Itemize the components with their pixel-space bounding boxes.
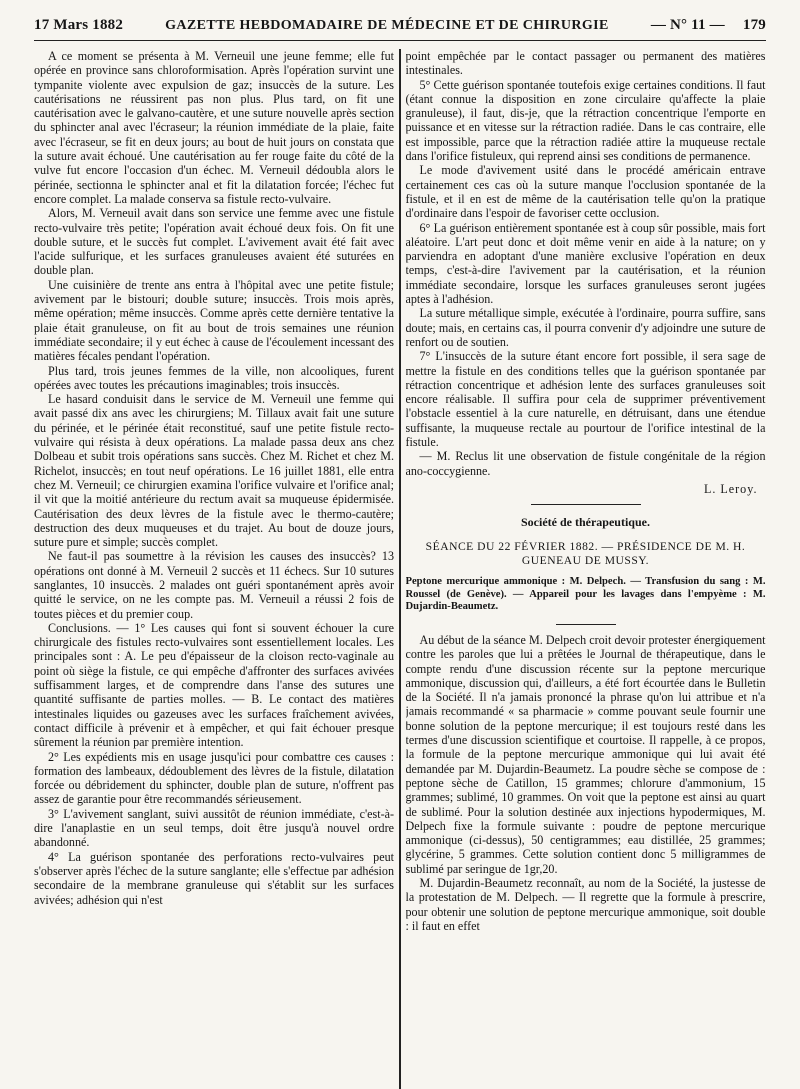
paragraph: 6° La guérison entièrement spontanée est à coup sûr possible, mais fort aléatoire. L'art peut donc et doit même venir en aide à la nature; on y parviendra en adoptant d'une manière exclusive l'opération en deux temps, c'est-à-dire l'avivement par la cautérisation, et la réunion immédiate secondaire, lorsque les surfaces granuleuses seront jugées aptes à l'adhésion. — [405, 220, 766, 307]
right-column — [406, 49, 766, 1089]
paragraph: Au début de la séance M. Delpech croit devoir protester énergiquement contre les paroles que lui a prêtées le Journal de thérapeutique, dans le compte rendu d'une discussion récente sur la peptone mercurique ammonique, discussion qui, d'ailleurs, a été fort écourtée dans le Bulletin de la Société. Il n'a jamais prononcé la phrase qu'on lui attribue et n'a jamais recommandé « sa pharmacie » comme pouvant seule fournir une bonne solution de la peptone mercurique; il est toujours resté dans les termes d'une discussion scientifique et courtoise. Il rappelle, à ce propos, la formule de la peptone mercurique ammonique qui lui avait été demandée par M. Dujardin-Beaumetz. La poudre sèche se compose de : peptone sèche de Catillon, 15 grammes; chlorure d'ammonium, 15 grammes; sublimé, 10 grammes. On voit que la peptone est ainsi au quart de sublimé. Pour la solution destinée aux injections hypodermiques, M. Delpech fixe la formule suivante : poudre de peptone mercurique ammonique (ci-dessus), 50 centigrammes; eau distillée, 25 grammes; glycérine, 5 grammes. Cette solution contient donc 5 milligrammes de sublimé par seringue de 1gr,20. — [405, 632, 766, 876]
author-signature: L. Leroy. — [703, 481, 758, 496]
journal-title: GAZETTE HEBDOMADAIRE DE MÉDECINE ET DE CHIRURGIE — [165, 18, 609, 33]
section-divider — [531, 504, 641, 505]
paragraph: — M. Reclus lit une observation de fistule congénitale de la région ano-coccygienne. — [405, 449, 766, 478]
paragraph: M. Dujardin-Beaumetz reconnaît, au nom de la Société, la justesse de la protestation de M. Delpech. — Il regrette que la formule à prescrire, pour obtenir une solution de peptone mercurique ammonique, soit double : il faut en effet — [405, 876, 766, 933]
conclusions-paragraph: Conclusions. — 1° Les causes qui font si souvent échouer la cure chirurgicale des fistules recto-vulvaires sont essentiellement locales. Les principales sont : A. Le peu d'épaisseur de la cloison recto-vaginale au point où siège la fistule, ce qui empêche d'affronter des surfaces avivées suffisamment larges, et de comprendre dans l'anse des sutures une quantité suffisante de parties molles. — B. Le contact des matières intestinales liquides ou gazeuses avec les surfaces fraîchement avivées, contact difficile à prévenir et à empêcher, et qui fait échouer presque sûrement la réunion par première intention. — [34, 620, 394, 750]
paragraph: Plus tard, trois jeunes femmes de la ville, non alcooliques, furent opérées avec toutes les précautions imaginables; trois insuccès. — [34, 363, 394, 392]
paragraph: point empêchée par le contact passager ou permanent des matières intestinales. — [405, 49, 766, 78]
paragraph: 2° Les expédients mis en usage jusqu'ici pour combattre ces causes : formation des lambeaux, dédoublement des lèvres de la fistule, dilatation forcée ou débridement du sphincter, double plan de suture, n'offrent pas assez de garantie pour être recommandés sérieusement. — [34, 749, 394, 807]
session-summary: Peptone mercurique ammonique : M. Delpech. — Transfusion du sang : M. Roussel (de Genève). — Appareil pour les lavages dans l'empyème : M. Dujardin-Beaumetz. — [405, 576, 766, 613]
paragraph: La suture métallique simple, exécutée à l'ordinaire, pourra suffire, sans doute; mais, en certains cas, il pourra convenir d'y adjoindre une suture de renfort ou de soutien. — [405, 306, 766, 349]
issue-date: 17 Mars 1882 — [34, 17, 124, 33]
summary-rule — [556, 624, 616, 625]
society-title: Société de thérapeutique. — [521, 515, 650, 530]
issue-number: — N° 11 — — [650, 17, 725, 33]
paragraph: Alors, M. Verneuil avait dans son service une femme avec une fistule recto-vulvaire très petite; l'opération avait échoué deux fois. On fit une double suture, et le succès fut complet. L'avivement avait été fait avec l'acide sulfurique, et les surfaces granuleuses avaient été suturées en double plan. — [34, 206, 394, 278]
paragraph: 5° Cette guérison spontanée toutefois exige certaines conditions. Il faut (étant connue la disposition en zone circulaire qu'affecte la plaie granuleuse), il faut, dis-je, que la rétraction concentrique l'emporte en puissance et en vitesse sur la rétraction radiée. Dans le cas contraire, elle est impossible, parce que la rétraction radiée attire la muqueuse rectale dans l'orifice fistuleux, qui reprend ainsi ses conditions de permanence. — [405, 77, 766, 164]
paragraph: 7° L'insuccès de la suture étant encore fort possible, il sera sage de mettre la fistule en des conditions telles que la guérison spontanée par rétraction concentrique et adhésion lente des surfaces granuleuses soit encore réalisable. Il suffira pour cela de supprimer préventivement l'obstacle essentiel à la cure naturelle, en détruisant, dans une étendue suffisante, la muqueuse rectale au pourtour de l'orifice intestinal de la fistule. — [405, 349, 766, 450]
column-rule — [399, 49, 401, 1089]
paragraph: Une cuisinière de trente ans entra à l'hôpital avec une petite fistule; avivement par le bistouri; double suture; insuccès. Trois mois après, même opération; même insuccès. Comme après cette dernière tentative la plaie était granuleuse, on fit au bout de trois semaines une réunion immédiate secondaire; il y eut échec à cause de l'écoulement incessant des matières fécales pendant l'opération. — [34, 277, 394, 364]
paragraph: A ce moment se présenta à M. Verneuil une jeune femme; elle fut opérée en province sans chloroformisation. Après l'opération survint une tympanite violente avec expulsion de gaz; insuccès de la suture. Les cautérisations ne réussirent pas non plus. Plus tard, on fit une cautérisation avec le galvano-cautère, et une suture nouvelle après section du sphincter anal avec l'écraseur; la réunion immédiate de la plaie, faite avec l'écraseur, se fit en deux jours; au bout de huit jours on constata que la suture avait échoué. Une cautérisation au fer rouge faite du côté de la vulve fut encore l'occasion d'un échec. M. Verneuil dédoubla alors le périnée, sectionna le sphincter anal et fit la dilatation forcée; l'échec fut encore complet. La malade conserva sa fistule recto-vulvaire. — [34, 49, 394, 206]
paragraph: Le hasard conduisit dans le service de M. Verneuil une femme qui avait passé dix ans avec les chirurgiens; M. Tillaux avait fait une suture du périnée, et le périnée était reconstitué, sauf une petite fistule recto-vulvaire qui résista à deux opérations. La malade passa deux ans chez Dolbeau et subit trois opérations sans succès. Chez M. Richet et chez M. Richelot, insuccès; en tout neuf opérations. Le 16 juillet 1881, elle entra chez M. Verneuil; ce chirurgien examina l'orifice vulvaire et l'orifice anal; il vit que la moitié antérieure du rectum avait sa muqueuse épidermisée. Cautérisation des deux lèvres de la fistule avec le thermo-cautère; destruction des deux muqueuses et du trajet. Au bout de douze jours, suture pure et simple; succès complet. — [34, 392, 394, 550]
paragraph: Ne faut-il pas soumettre à la révision les causes des insuccès? 13 opérations ont donné à M. Verneuil 2 succès et 11 échecs. Sur 10 sutures sanglantes, 10 insuccès. 2 malades ont guéri spontanément après avoir quitté le service, on ne les compte pas. M. Verneuil a réussi 2 fois de toutes pièces et du premier coup. — [34, 549, 394, 621]
paragraph: 3° L'avivement sanglant, suivi aussitôt de réunion immédiate, c'est-à-dire l'anaplastie en un seul temps, doit être jusqu'à nouvel ordre abandonné. — [34, 806, 394, 850]
left-column — [34, 49, 394, 1089]
page-header — [34, 16, 766, 41]
paragraph: Le mode d'avivement usité dans le procédé américain entrave certainement ces cas où la suture manque l'occlusion spontanée de la fistule, et il en est de même de la cautérisation telle qu'on la pratique d'ordinaire dans l'espoir de favoriser cette occlusion. — [405, 163, 766, 221]
page-number: 179 — [742, 17, 766, 33]
seance-heading: SÉANCE DU 22 FÉVRIER 1882. — PRÉSIDENCE DE M. H. GUENEAU DE MUSSY. — [425, 540, 746, 568]
paragraph: 4° La guérison spontanée des perforations recto-vulvaires peut s'observer après l'échec de la suture sanglante; elle s'effectue par adhésion secondaire de la membrane granuleuse qui s'établit sur les surfaces avivées; adhésion qui n'est — [34, 849, 394, 907]
header-right — [651, 16, 766, 34]
two-column-body — [34, 49, 766, 1089]
